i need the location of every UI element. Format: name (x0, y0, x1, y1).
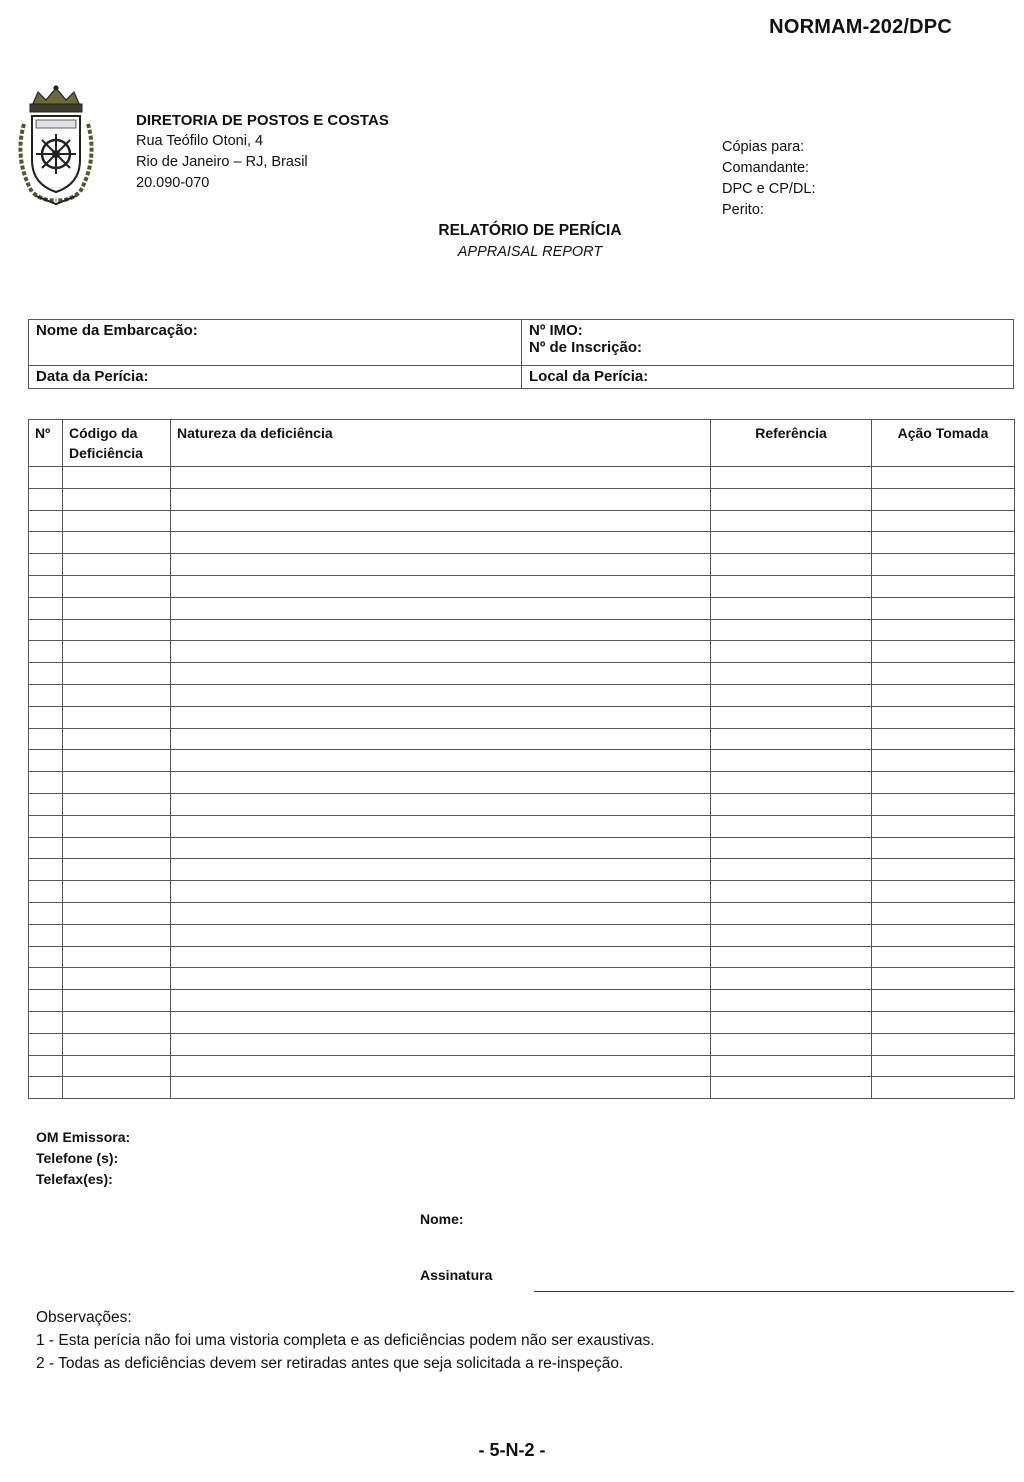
reference-cell[interactable] (711, 924, 872, 946)
number-cell[interactable] (29, 815, 63, 837)
organization-block (136, 110, 389, 194)
action-cell[interactable] (872, 488, 1015, 510)
table-row (29, 859, 1015, 881)
table-row (29, 619, 1015, 641)
reference-cell[interactable] (711, 1077, 872, 1099)
code-cell[interactable] (63, 837, 171, 859)
organization-name: DIRETORIA DE POSTOS E COSTAS (136, 112, 389, 129)
table-row (29, 554, 1015, 576)
reference-cell[interactable] (711, 1033, 872, 1055)
code-cell[interactable] (63, 597, 171, 619)
notes-block (36, 1306, 655, 1375)
copies-expert: Perito: (722, 202, 764, 218)
action-cell[interactable] (872, 467, 1015, 489)
nature-cell[interactable] (171, 924, 711, 946)
code-cell[interactable] (63, 946, 171, 968)
table-row (29, 488, 1015, 510)
code-cell[interactable] (63, 728, 171, 750)
action-cell[interactable] (872, 706, 1015, 728)
table-row (29, 750, 1015, 772)
vessel-info-table (28, 319, 1014, 389)
action-cell[interactable] (872, 510, 1015, 532)
number-cell[interactable] (29, 532, 63, 554)
number-cell[interactable] (29, 750, 63, 772)
nature-cell[interactable] (171, 1077, 711, 1099)
nature-cell[interactable] (171, 663, 711, 685)
number-cell[interactable] (29, 597, 63, 619)
table-row (29, 467, 1015, 489)
vessel-name-field[interactable] (29, 320, 522, 366)
name-label: Nome: (420, 1211, 464, 1227)
action-cell[interactable] (872, 837, 1015, 859)
nature-cell[interactable] (171, 750, 711, 772)
number-cell[interactable] (29, 684, 63, 706)
code-cell[interactable] (63, 684, 171, 706)
code-cell[interactable] (63, 859, 171, 881)
reference-cell[interactable] (711, 467, 872, 489)
nature-cell[interactable] (171, 1033, 711, 1055)
fax-label: Telefax(es): (36, 1171, 113, 1187)
code-cell[interactable] (63, 619, 171, 641)
reference-cell[interactable] (711, 488, 872, 510)
imo-registration-field[interactable] (522, 320, 1014, 366)
nature-cell[interactable] (171, 510, 711, 532)
reference-cell[interactable] (711, 684, 872, 706)
action-cell[interactable] (872, 859, 1015, 881)
action-cell[interactable] (872, 1033, 1015, 1055)
code-cell[interactable] (63, 575, 171, 597)
action-cell[interactable] (872, 750, 1015, 772)
table-row (29, 946, 1015, 968)
note-2: 2 - Todas as deficiências devem ser retiradas antes que seja solicitada a re-inspeção. (36, 1355, 624, 1372)
action-cell[interactable] (872, 772, 1015, 794)
address-line-2: Rio de Janeiro – RJ, Brasil (136, 154, 308, 170)
nature-cell[interactable] (171, 881, 711, 903)
nature-cell[interactable] (171, 597, 711, 619)
number-cell[interactable] (29, 1033, 63, 1055)
code-cell[interactable] (63, 488, 171, 510)
nature-cell[interactable] (171, 1055, 711, 1077)
nature-cell[interactable] (171, 859, 711, 881)
table-row (29, 510, 1015, 532)
action-cell[interactable] (872, 663, 1015, 685)
reference-cell[interactable] (711, 575, 872, 597)
code-cell[interactable] (63, 467, 171, 489)
nature-cell[interactable] (171, 575, 711, 597)
code-cell[interactable] (63, 924, 171, 946)
number-cell[interactable] (29, 554, 63, 576)
code-cell[interactable] (63, 968, 171, 990)
postal-code: 20.090-070 (136, 175, 210, 191)
table-row (29, 772, 1015, 794)
nature-cell[interactable] (171, 946, 711, 968)
number-cell[interactable] (29, 990, 63, 1012)
vessel-name-label: Nome da Embarcação: (36, 322, 198, 339)
action-cell[interactable] (872, 532, 1015, 554)
phone-label: Telefone (s): (36, 1150, 119, 1166)
signature-label: Assinatura (420, 1267, 493, 1283)
action-cell[interactable] (872, 619, 1015, 641)
number-cell[interactable] (29, 1055, 63, 1077)
copies-label: Cópias para: (722, 139, 805, 155)
table-row (29, 641, 1015, 663)
action-cell[interactable] (872, 968, 1015, 990)
nature-cell[interactable] (171, 532, 711, 554)
number-cell[interactable] (29, 1011, 63, 1033)
copies-commander: Comandante: (722, 160, 810, 176)
number-cell[interactable] (29, 772, 63, 794)
report-title: RELATÓRIO DE PERÍCIA (438, 222, 622, 239)
number-cell[interactable] (29, 859, 63, 881)
table-row (29, 684, 1015, 706)
appraisal-location-label: Local da Perícia: (529, 368, 649, 385)
action-cell[interactable] (872, 1077, 1015, 1099)
code-cell[interactable] (63, 554, 171, 576)
table-row (29, 968, 1015, 990)
table-row (29, 706, 1015, 728)
action-cell[interactable] (872, 641, 1015, 663)
table-row (29, 902, 1015, 924)
notes-title: Observações: (36, 1309, 132, 1326)
table-row (29, 837, 1015, 859)
table-row (29, 793, 1015, 815)
om-label: OM Emissora: (36, 1129, 131, 1145)
code-cell[interactable] (63, 881, 171, 903)
reference-cell[interactable] (711, 859, 872, 881)
table-row (29, 532, 1015, 554)
address-line-1: Rua Teófilo Otoni, 4 (136, 133, 264, 149)
appraisal-date-label: Data da Perícia: (36, 368, 149, 385)
code-cell[interactable] (63, 793, 171, 815)
action-cell[interactable] (872, 924, 1015, 946)
code-cell[interactable] (63, 706, 171, 728)
nature-cell[interactable] (171, 902, 711, 924)
number-cell[interactable] (29, 641, 63, 663)
document-code: NORMAM-202/DPC (769, 16, 952, 38)
action-cell[interactable] (872, 793, 1015, 815)
deficiency-rows (29, 467, 1015, 1099)
code-cell[interactable] (63, 815, 171, 837)
table-row (29, 881, 1015, 903)
code-cell[interactable] (63, 641, 171, 663)
number-cell[interactable] (29, 793, 63, 815)
table-row (29, 597, 1015, 619)
appraisal-location-field[interactable] (522, 366, 1014, 389)
header-number: Nº (29, 420, 63, 467)
code-cell[interactable] (63, 772, 171, 794)
number-cell[interactable] (29, 575, 63, 597)
nature-cell[interactable] (171, 706, 711, 728)
header-code-line2: Deficiência (69, 445, 143, 461)
action-cell[interactable] (872, 990, 1015, 1012)
action-cell[interactable] (872, 946, 1015, 968)
table-row (29, 1033, 1015, 1055)
table-row (29, 1077, 1015, 1099)
table-row (29, 924, 1015, 946)
nature-cell[interactable] (171, 793, 711, 815)
nature-cell[interactable] (171, 772, 711, 794)
number-cell[interactable] (29, 510, 63, 532)
nature-cell[interactable] (171, 837, 711, 859)
table-row (29, 815, 1015, 837)
nature-cell[interactable] (171, 728, 711, 750)
reference-cell[interactable] (711, 946, 872, 968)
reference-cell[interactable] (711, 641, 872, 663)
action-cell[interactable] (872, 1011, 1015, 1033)
number-cell[interactable] (29, 663, 63, 685)
code-cell[interactable] (63, 902, 171, 924)
registration-label: Nº de Inscrição: (529, 339, 643, 356)
number-cell[interactable] (29, 619, 63, 641)
navy-emblem-logo (12, 84, 100, 206)
imo-label: Nº IMO: (529, 322, 583, 339)
nature-cell[interactable] (171, 990, 711, 1012)
header-deficiency-nature: Natureza da deficiência (171, 420, 711, 467)
copies-dpc: DPC e CP/DL: (722, 181, 816, 197)
number-cell[interactable] (29, 946, 63, 968)
nature-cell[interactable] (171, 554, 711, 576)
action-cell[interactable] (872, 728, 1015, 750)
reference-cell[interactable] (711, 510, 872, 532)
nature-cell[interactable] (171, 467, 711, 489)
action-cell[interactable] (872, 684, 1015, 706)
number-cell[interactable] (29, 837, 63, 859)
appraisal-date-field[interactable] (29, 366, 522, 389)
reference-cell[interactable] (711, 532, 872, 554)
action-cell[interactable] (872, 554, 1015, 576)
number-cell[interactable] (29, 1077, 63, 1099)
table-row (29, 1011, 1015, 1033)
reference-cell[interactable] (711, 837, 872, 859)
number-cell[interactable] (29, 924, 63, 946)
reference-cell[interactable] (711, 1011, 872, 1033)
number-cell[interactable] (29, 728, 63, 750)
number-cell[interactable] (29, 488, 63, 510)
action-cell[interactable] (872, 881, 1015, 903)
header-action-taken: Ação Tomada (872, 420, 1015, 467)
reference-cell[interactable] (711, 902, 872, 924)
number-cell[interactable] (29, 968, 63, 990)
reference-cell[interactable] (711, 750, 872, 772)
number-cell[interactable] (29, 881, 63, 903)
reference-cell[interactable] (711, 815, 872, 837)
header-deficiency-code (63, 420, 171, 467)
nature-cell[interactable] (171, 815, 711, 837)
reference-cell[interactable] (711, 990, 872, 1012)
reference-cell[interactable] (711, 968, 872, 990)
reference-cell[interactable] (711, 663, 872, 685)
action-cell[interactable] (872, 597, 1015, 619)
code-cell[interactable] (63, 532, 171, 554)
number-cell[interactable] (29, 467, 63, 489)
nature-cell[interactable] (171, 968, 711, 990)
reference-cell[interactable] (711, 881, 872, 903)
header-reference: Referência (711, 420, 872, 467)
table-row (29, 663, 1015, 685)
nature-cell[interactable] (171, 488, 711, 510)
reference-cell[interactable] (711, 772, 872, 794)
reference-cell[interactable] (711, 554, 872, 576)
reference-cell[interactable] (711, 793, 872, 815)
header-code-line1: Código da (69, 425, 138, 441)
nature-cell[interactable] (171, 641, 711, 663)
number-cell[interactable] (29, 706, 63, 728)
code-cell[interactable] (63, 990, 171, 1012)
table-row (29, 990, 1015, 1012)
action-cell[interactable] (872, 575, 1015, 597)
code-cell[interactable] (63, 1055, 171, 1077)
reference-cell[interactable] (711, 728, 872, 750)
signature-line[interactable] (534, 1291, 1014, 1292)
action-cell[interactable] (872, 902, 1015, 924)
reference-cell[interactable] (711, 597, 872, 619)
action-cell[interactable] (872, 815, 1015, 837)
note-1: 1 - Esta perícia não foi uma vistoria completa e as deficiências podem não ser exaustivas. (36, 1332, 655, 1349)
code-cell[interactable] (63, 1011, 171, 1033)
code-cell[interactable] (63, 663, 171, 685)
report-subtitle: APPRAISAL REPORT (457, 244, 603, 260)
code-cell[interactable] (63, 750, 171, 772)
deficiency-table (28, 419, 1015, 1099)
reference-cell[interactable] (711, 619, 872, 641)
number-cell[interactable] (29, 902, 63, 924)
reference-cell[interactable] (711, 1055, 872, 1077)
nature-cell[interactable] (171, 1011, 711, 1033)
table-row (29, 1055, 1015, 1077)
nature-cell[interactable] (171, 619, 711, 641)
table-row (29, 728, 1015, 750)
copies-block (722, 137, 815, 221)
code-cell[interactable] (63, 510, 171, 532)
reference-cell[interactable] (711, 706, 872, 728)
contact-block (36, 1127, 130, 1190)
page-number: - 5-N-2 - (478, 1440, 546, 1460)
nature-cell[interactable] (171, 684, 711, 706)
table-row (29, 575, 1015, 597)
code-cell[interactable] (63, 1033, 171, 1055)
action-cell[interactable] (872, 1055, 1015, 1077)
code-cell[interactable] (63, 1077, 171, 1099)
